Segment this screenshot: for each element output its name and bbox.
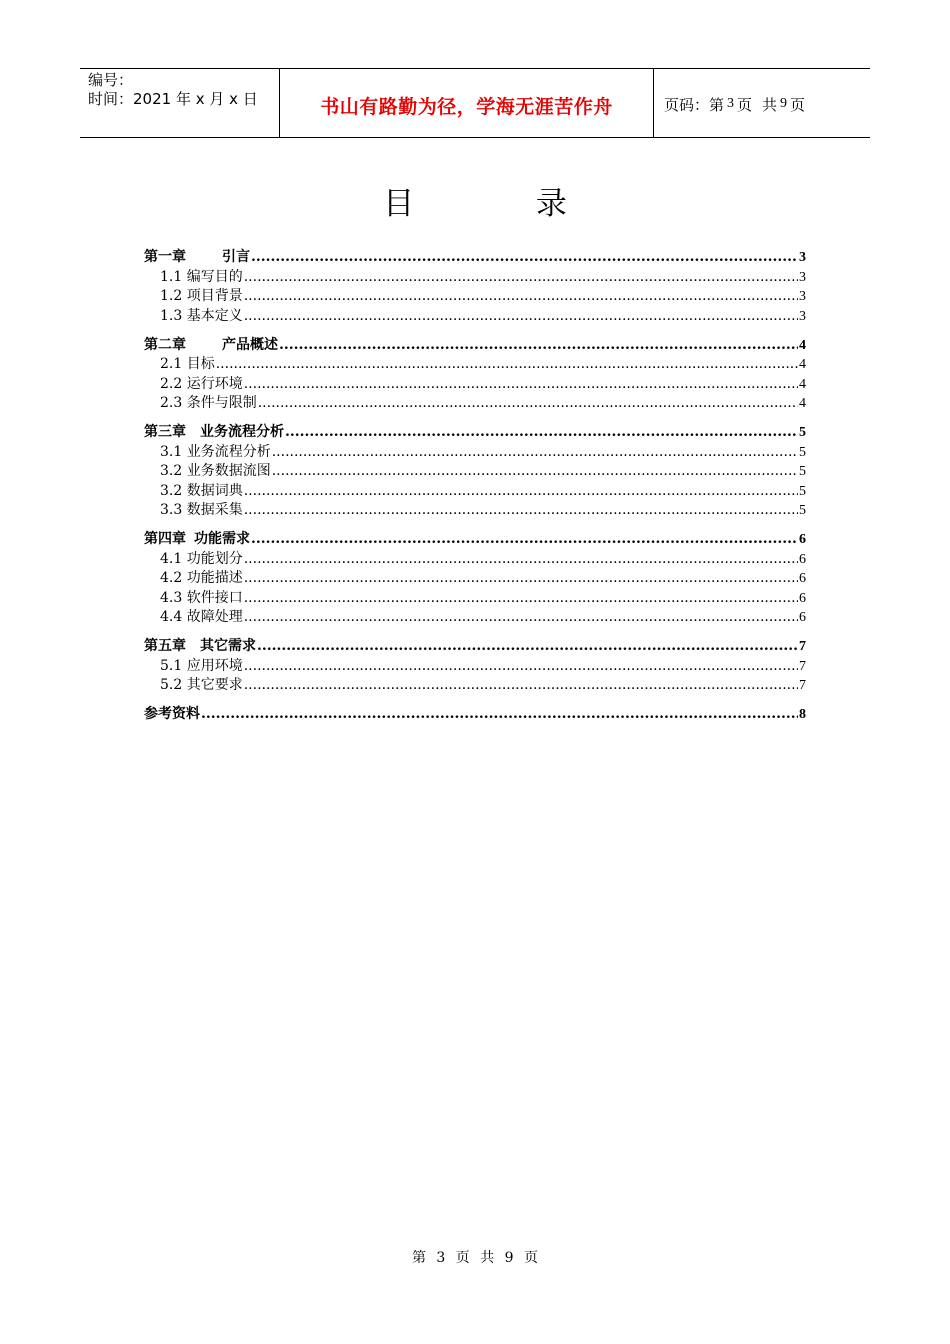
dot-leader	[251, 531, 798, 547]
dot-leader	[257, 638, 798, 654]
section-page: 4	[799, 396, 806, 411]
dot-leader	[244, 502, 798, 518]
section-label: 3.1 业务流程分析	[160, 443, 271, 460]
chapter-number: 第四章	[144, 531, 186, 547]
section-page: 4	[799, 357, 806, 372]
toc-section[interactable]	[144, 266, 806, 286]
chapter-page: 4	[799, 337, 806, 353]
page-suffix: 页	[790, 95, 806, 114]
section-label: 2.1 目标	[160, 356, 215, 372]
references-title: 参考资料	[144, 706, 200, 722]
dot-leader	[244, 570, 798, 586]
chapter-page: 7	[799, 639, 806, 654]
section-label: 2.3 条件与限制	[160, 395, 257, 411]
toc-section[interactable]	[144, 674, 806, 694]
section-label: 5.1 应用环境	[160, 657, 243, 674]
header-page-info	[654, 69, 870, 137]
document-time-label: 时间：2021 年 x 月 x 日	[88, 90, 258, 108]
dot-leader	[201, 706, 798, 722]
chapter-page: 5	[799, 425, 806, 440]
page-mid: 页	[737, 95, 753, 114]
page-current: 3	[727, 96, 735, 111]
section-label: 4.3 软件接口	[160, 589, 243, 606]
chapter-number: 第五章	[144, 638, 186, 654]
table-of-contents	[144, 246, 806, 723]
dot-leader	[279, 337, 798, 353]
section-page: 5	[799, 444, 806, 460]
toc-section[interactable]	[144, 460, 806, 480]
toc-chapter[interactable]	[144, 334, 806, 354]
section-page: 3	[799, 308, 806, 324]
section-page: 7	[799, 658, 806, 674]
section-label: 3.3 数据采集	[160, 502, 243, 518]
section-label: 1.3 基本定义	[160, 307, 243, 324]
toc-section[interactable]	[144, 587, 806, 607]
section-label: 5.2 其它要求	[160, 677, 243, 693]
document-number-label: 编号：	[88, 71, 134, 89]
dot-leader	[216, 356, 798, 372]
dot-leader	[244, 308, 798, 324]
toc-section[interactable]	[144, 655, 806, 675]
toc-title: 目 录	[383, 186, 623, 222]
chapter-title: 其它需求	[200, 638, 256, 654]
page-header	[80, 68, 870, 138]
chapter-number: 第二章	[144, 336, 186, 353]
toc-section[interactable]	[144, 606, 806, 626]
dot-leader	[244, 609, 798, 625]
chapter-number: 第三章	[144, 424, 186, 440]
toc-chapter[interactable]	[144, 421, 806, 441]
toc-chapter[interactable]	[144, 528, 806, 548]
header-motto: 书山有路勤为径，学海无涯苦作舟	[280, 69, 654, 137]
page-prefix: 页码：第	[664, 95, 725, 114]
dot-leader	[244, 269, 798, 285]
section-label: 3.2 数据词典	[160, 482, 243, 499]
chapter-page: 3	[799, 250, 806, 265]
section-page: 6	[799, 590, 806, 606]
section-label: 3.2 业务数据流图	[160, 463, 271, 479]
section-page: 5	[799, 503, 806, 518]
toc-section[interactable]	[144, 548, 806, 568]
dot-leader	[285, 424, 798, 440]
chapter-page: 6	[799, 532, 806, 547]
toc-section[interactable]	[144, 499, 806, 519]
dot-leader	[244, 551, 798, 567]
dot-leader	[272, 463, 798, 479]
section-label: 2.2 运行环境	[160, 375, 243, 392]
dot-leader	[244, 677, 798, 693]
section-page: 4	[799, 376, 806, 392]
section-page: 6	[799, 610, 806, 625]
dot-leader	[251, 249, 798, 265]
section-page: 3	[799, 269, 806, 285]
toc-chapter[interactable]	[144, 635, 806, 655]
dot-leader	[272, 444, 798, 460]
section-page: 3	[799, 289, 806, 304]
section-label: 4.4 故障处理	[160, 609, 243, 625]
section-label: 1.2 项目背景	[160, 288, 243, 304]
page-total: 9	[780, 96, 788, 111]
section-page: 6	[799, 551, 806, 567]
dot-leader	[244, 590, 798, 606]
toc-chapter[interactable]	[144, 246, 806, 266]
dot-leader	[244, 288, 798, 304]
section-page: 5	[799, 483, 806, 499]
toc-section[interactable]	[144, 305, 806, 325]
section-page: 5	[799, 464, 806, 479]
section-label: 4.1 功能划分	[160, 550, 243, 567]
toc-section[interactable]	[144, 480, 806, 500]
references-page: 8	[799, 707, 806, 722]
section-label: 1.1 编写目的	[160, 268, 243, 285]
section-label: 4.2 功能描述	[160, 570, 243, 586]
toc-section[interactable]	[144, 353, 806, 373]
header-meta	[80, 69, 280, 137]
chapter-title: 产品概述	[222, 336, 278, 353]
page-total-prefix: 共	[762, 95, 778, 114]
chapter-number: 第一章	[144, 249, 186, 265]
toc-section[interactable]	[144, 285, 806, 305]
toc-section[interactable]	[144, 441, 806, 461]
dot-leader	[244, 483, 798, 499]
chapter-title: 引言	[222, 249, 250, 265]
toc-references[interactable]	[144, 703, 806, 723]
section-page: 7	[799, 678, 806, 693]
chapter-title: 业务流程分析	[200, 424, 284, 440]
chapter-title: 功能需求	[194, 531, 250, 547]
toc-section[interactable]	[144, 392, 806, 412]
toc-section[interactable]	[144, 567, 806, 587]
dot-leader	[244, 376, 798, 392]
page-footer: 第 3 页 共 9 页	[411, 1250, 539, 1266]
dot-leader	[244, 658, 798, 674]
dot-leader	[258, 395, 798, 411]
toc-section[interactable]	[144, 373, 806, 393]
section-page: 6	[799, 571, 806, 586]
